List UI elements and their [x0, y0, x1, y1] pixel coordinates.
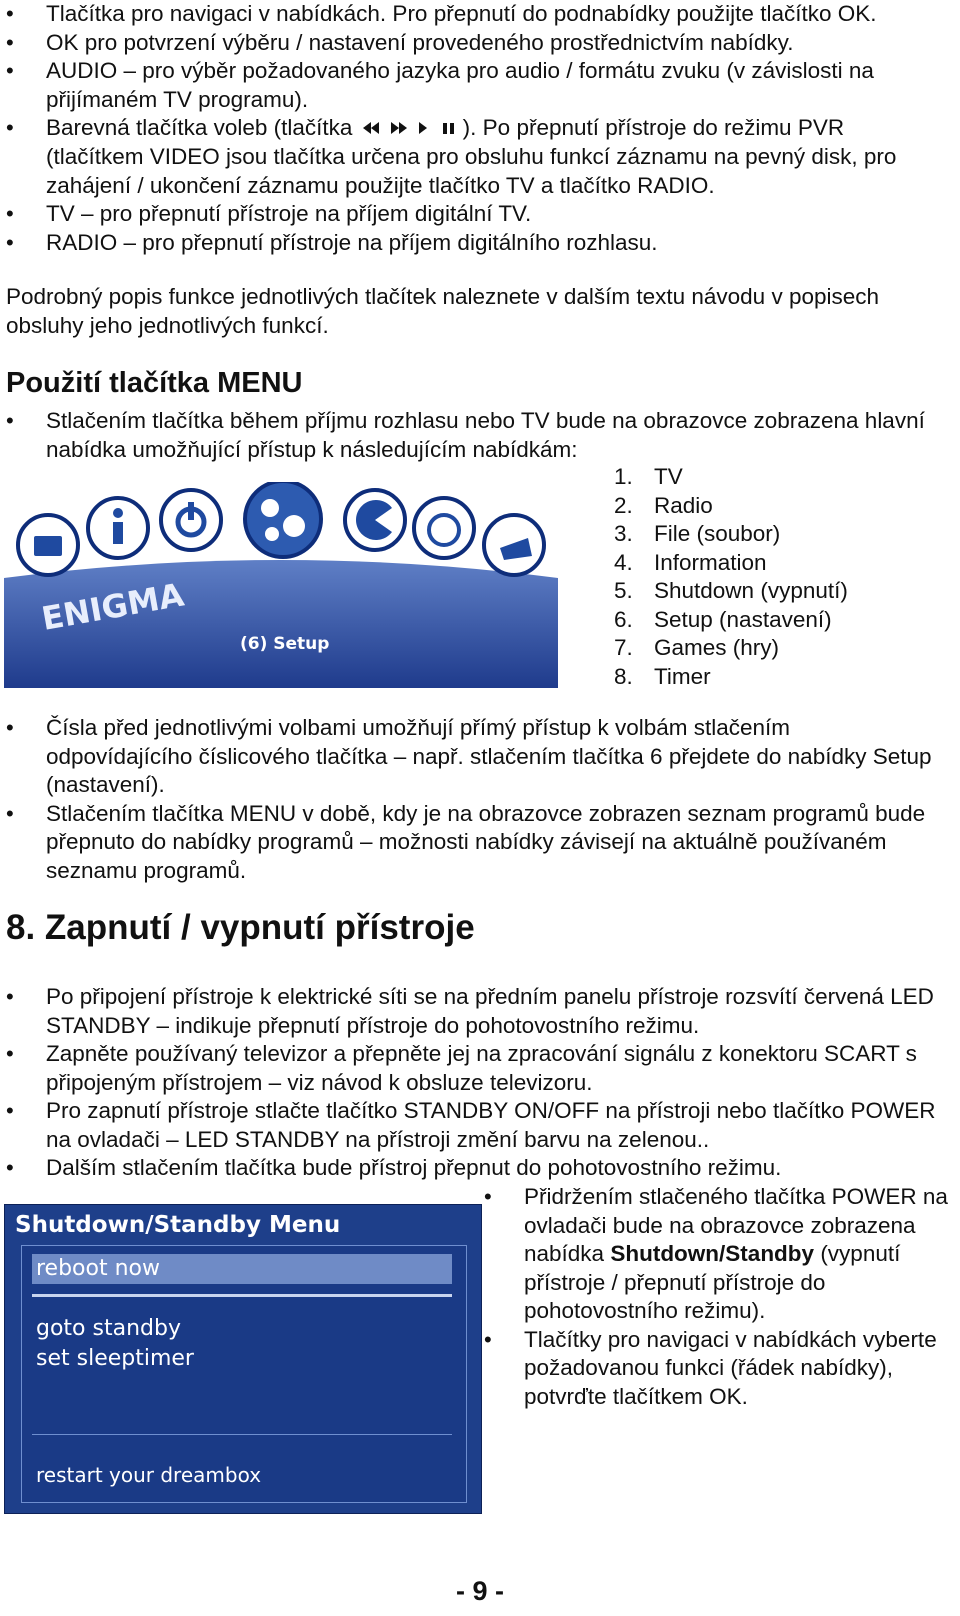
pause-icon: [443, 123, 447, 134]
main-menu-item-list: [614, 463, 914, 691]
color-bullet-text-start: Barevná tlačítka voleb (tlačítka: [46, 115, 353, 140]
list-item: • TV – pro přepnutí přístroje na příjem digitální TV.: [0, 200, 940, 229]
list-item: 7. Games (hry): [614, 635, 780, 660]
list-item: 2. Radio: [614, 492, 713, 518]
list-item: • Po připojení přístroje k elektrické síti se na předním panelu přístroje rozsvítí červená LED STANDBY – indikuje přepnutí přístroje do pohotovostního režimu.: [0, 983, 940, 1040]
list-item: • Přidržením stlačeného tlačítka POWER na ovladači bude na obrazovce zobrazena nabídka Shutdown/Standby (vypnutí přístroje / přepnutí přístroje do pohotovostního režimu).: [478, 1183, 948, 1326]
rewind-icon: [363, 122, 371, 134]
power-bullet-list: [0, 983, 940, 1183]
selected-menu-caption: (6) Setup: [240, 634, 330, 654]
list-item: • Dalším stlačením tlačítka bude přístroj přepnut do pohotovostního režimu.: [0, 1154, 940, 1183]
menu-item-restart[interactable]: restart your dreambox: [36, 1463, 262, 1487]
shutdown-menu-screenshot: [4, 1204, 482, 1514]
list-item: • AUDIO – pro výběr požadovaného jazyka pro audio / formátu zvuku (v závislosti na přijímaném TV programu).: [0, 57, 940, 114]
list-item: • Stlačením tlačítka během příjmu rozhlasu nebo TV bude na obrazovce zobrazena hlavní nabídka umožňující přístup k následujícím nabídkám:: [0, 407, 940, 464]
list-item: • Tlačítky pro navigaci v nabídkách vyberte požadovanou funkci (řádek nabídky), potvrďte tlačítkem OK.: [478, 1326, 948, 1412]
playback-icons: [363, 115, 459, 144]
intro-bullet-list: [0, 0, 940, 257]
list-item: 3. File (soubor): [614, 521, 781, 546]
divider: [32, 1434, 452, 1435]
menu-intro-list: [0, 407, 940, 464]
timer-menu-icon: [414, 498, 474, 558]
menu-notes-list: [0, 714, 940, 885]
enigma-menu-screenshot: [4, 482, 558, 688]
list-item: 5. Shutdown (vypnutí): [614, 578, 848, 603]
list-item: 6. Setup (nastavení): [614, 606, 832, 632]
menu-item-sleeptimer[interactable]: set sleeptimer: [36, 1346, 194, 1371]
fast-forward-icon: [391, 122, 399, 134]
color-bullet-text-end: ). Po přepnutí přístroje do režimu PVR (tlačítkem VIDEO jsou tlačítka určena pro obsluhu funkcí záznamu na pevný disk, pro zahájení / ukončení záznamu použijte tlačítko TV a tlačítko RADIO.: [46, 115, 897, 198]
shutdown-menu-body: [21, 1245, 467, 1503]
list-item: • Tlačítka pro navigaci v nabídkách. Pro přepnutí do podnabídky použijte tlačítko OK.: [0, 0, 940, 29]
list-item: • Pro zapnutí přístroje stlačte tlačítko STANDBY ON/OFF na přístroji nebo tlačítko POWER na ovladači – LED STANDBY na přístroji změní barvu na zelenou..: [0, 1097, 940, 1154]
menu-item-reboot[interactable]: reboot now: [36, 1256, 160, 1281]
color-buttons-bullet: [0, 114, 940, 200]
list-item: • Čísla před jednotlivými volbami umožňují přímý přístup k volbám stlačením odpovídajícího číslicového tlačítka – např. stlačením tlačítka 6 přejdete do nabídky Setup (nastavení).: [0, 714, 940, 800]
power-section-heading: 8. Zapnutí / vypnutí přístroje: [6, 908, 475, 947]
list-item: • Stlačením tlačítka MENU v době, kdy je na obrazovce zobrazen seznam programů bude přepnuto do nabídky programů – možnosti nabídky závisejí na aktuálně používaném seznamu programů.: [0, 800, 940, 886]
page-number: - 9 -: [455, 1576, 504, 1606]
list-item: 4. Information: [614, 549, 767, 575]
list-item: • RADIO – pro přepnutí přístroje na příjem digitálního rozhlasu.: [0, 229, 940, 258]
shutdown-menu-title: Shutdown/Standby Menu: [15, 1212, 341, 1238]
list-item: • OK pro potvrzení výběru / nastavení provedeného prostřednictvím nabídky.: [0, 29, 940, 58]
list-item: • Zapněte používaný televizor a přepněte jej na zpracování signálu z konektoru SCART s připojeným přístrojem – viz návod k obsluze televizoru.: [0, 1040, 940, 1097]
shutdown-side-list: [478, 1183, 948, 1411]
list-item: 8. Timer: [614, 663, 711, 689]
setup-menu-icon: [245, 482, 321, 557]
enigma-logo: ENIGMA: [38, 575, 187, 638]
divider: [32, 1294, 452, 1297]
menu-item-standby[interactable]: goto standby: [36, 1316, 181, 1341]
list-item: 1. TV: [614, 464, 683, 489]
detail-paragraph: Podrobný popis funkce jednotlivých tlačítek naleznete v dalším textu návodu v popisech obsluhy jeho jednotlivých funkcí.: [6, 284, 880, 338]
play-icon: [419, 122, 427, 134]
menu-section-heading: Použití tlačítka MENU: [6, 367, 303, 399]
